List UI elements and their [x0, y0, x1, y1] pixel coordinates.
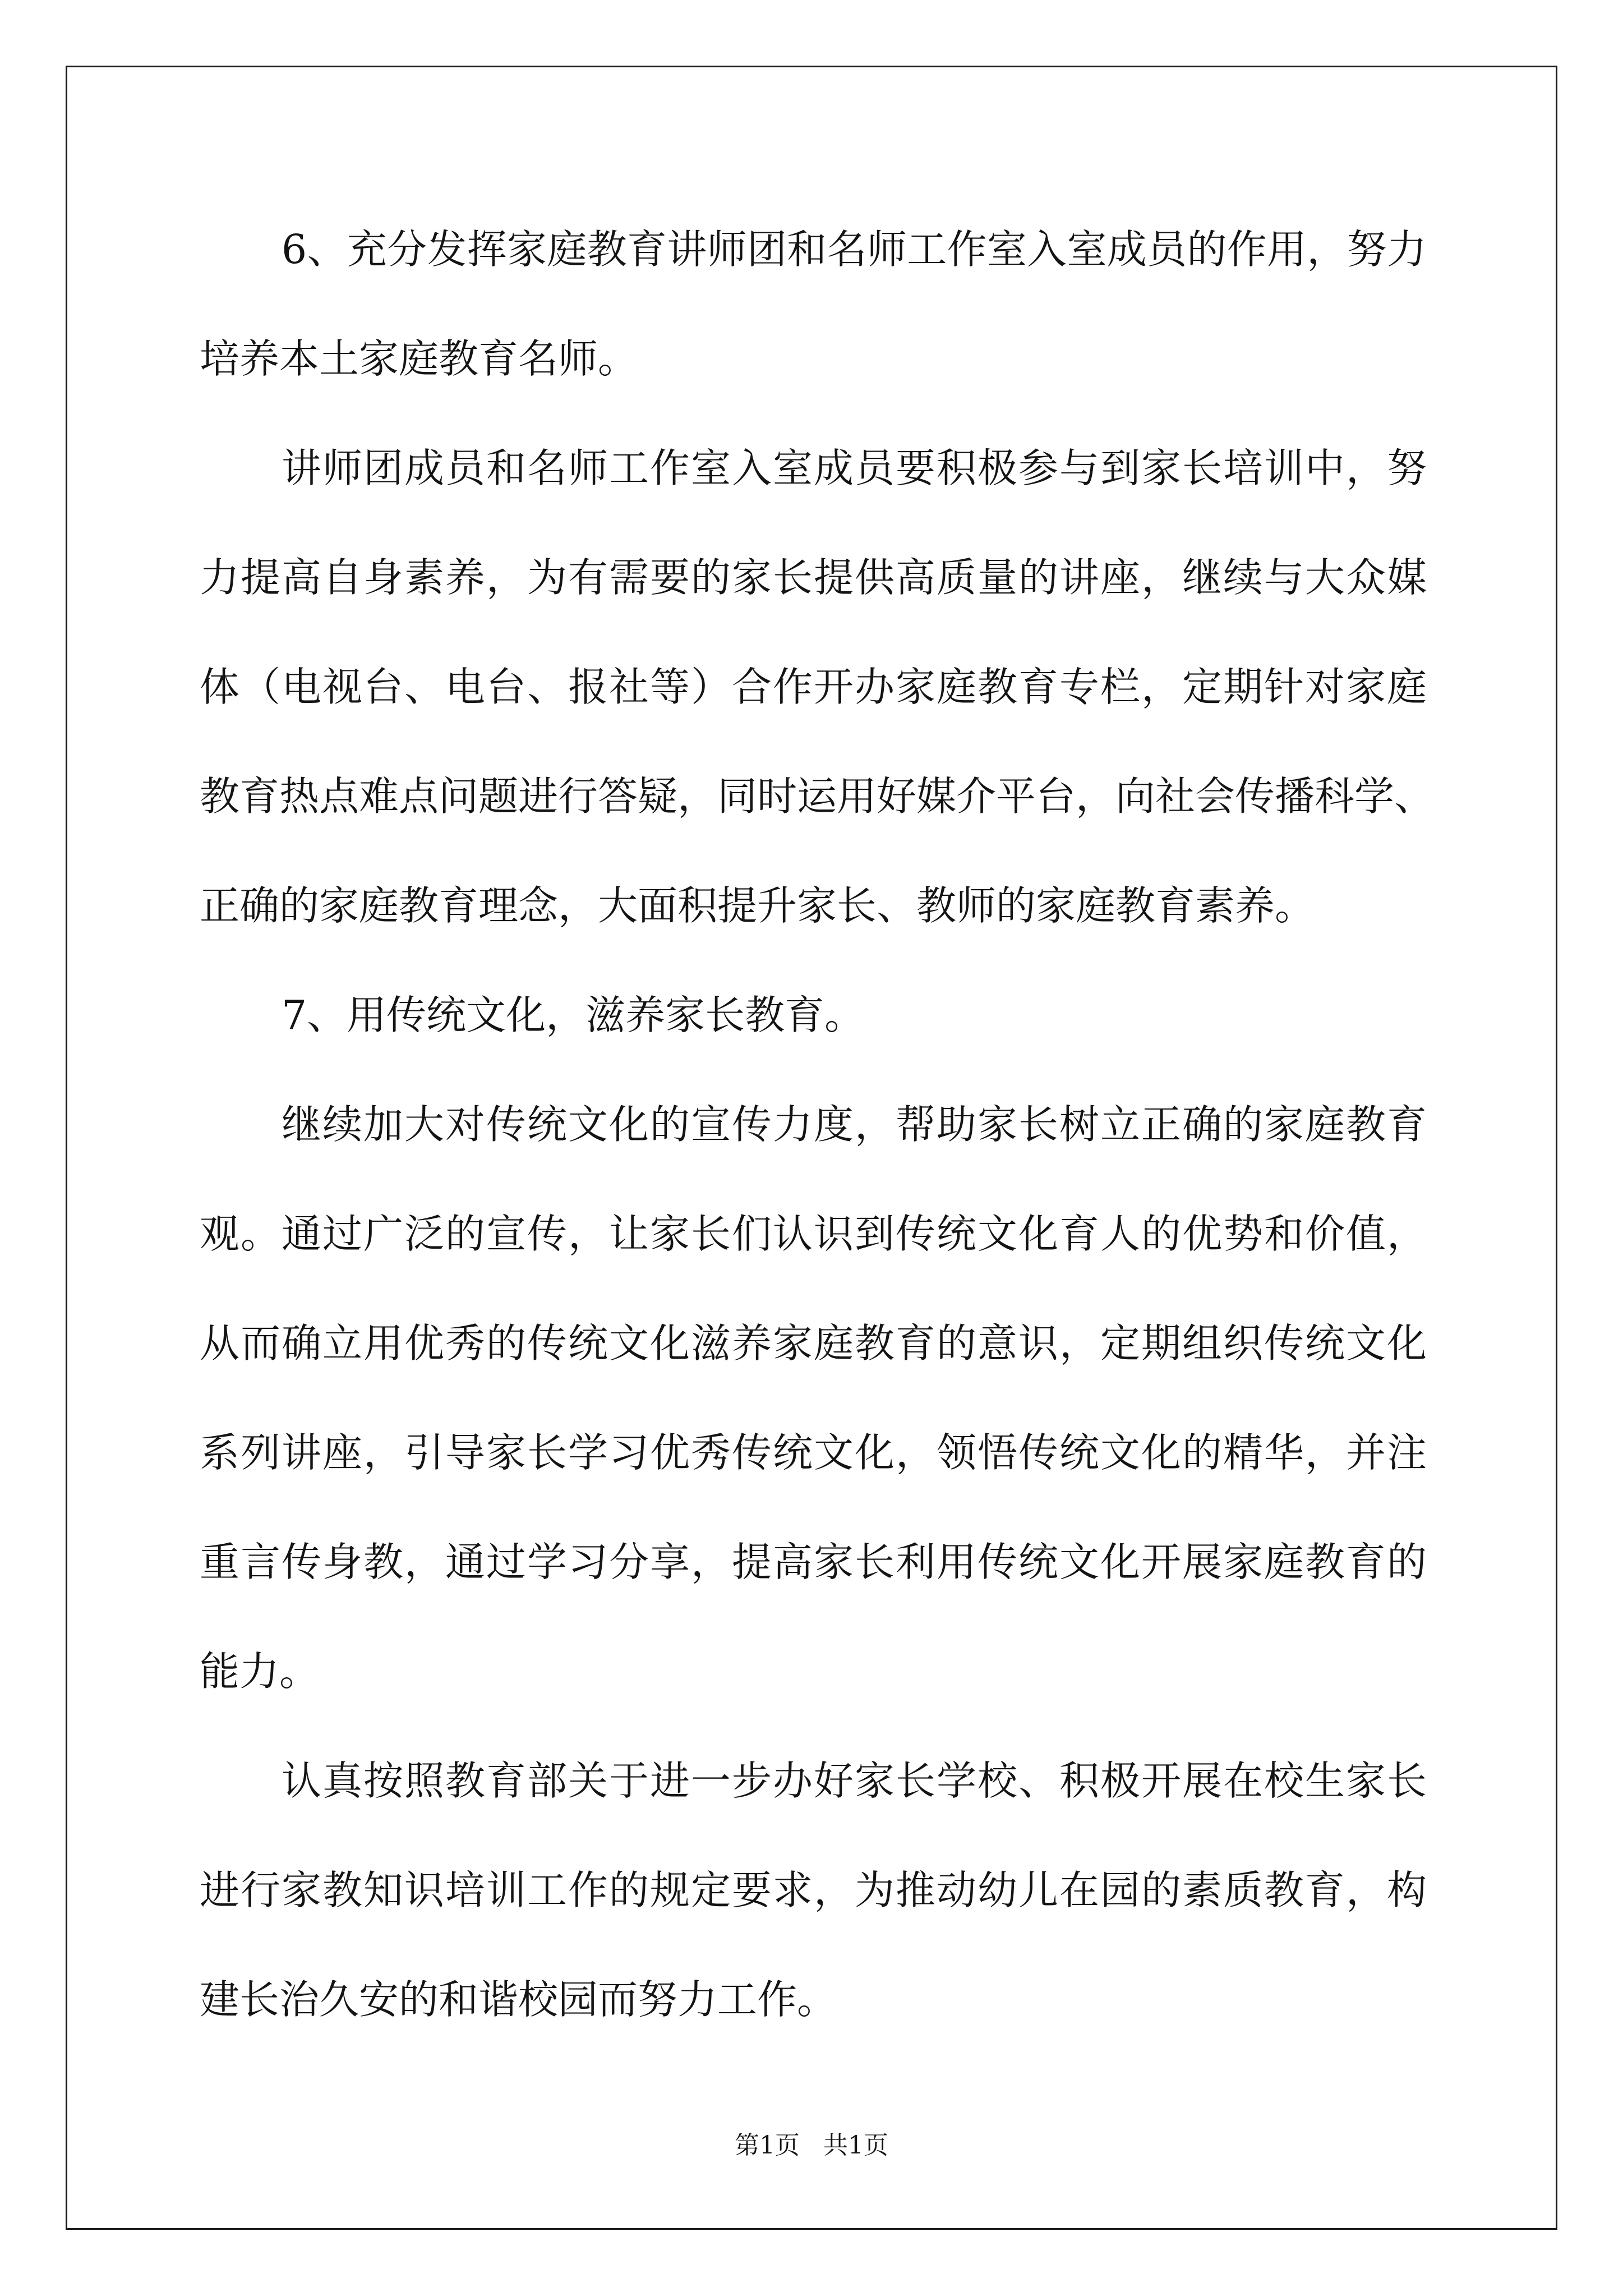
- paragraph-5-line-2: 进行家教知识培训工作的规定要求，为推动幼儿在园的素质教育，构: [200, 1867, 1427, 1913]
- paragraph-2-line-1: 讲师团成员和名师工作室入室成员要积极参与到家长培训中，努: [282, 445, 1427, 491]
- page-number-footer: 第1页 共1页: [735, 2131, 888, 2160]
- paragraph-3-line-1: 7、用传统文化，滋养家长教育。: [282, 992, 865, 1038]
- paragraph-4-line-6: 能力。: [200, 1648, 320, 1695]
- paragraph-5-line-1: 认真按照教育部关于进一步办好家长学校、积极开展在校生家长: [282, 1757, 1427, 1804]
- paragraph-4-line-5: 重言传身教，通过学习分享，提高家长利用传统文化开展家庭教育的: [200, 1539, 1427, 1585]
- paragraph-2-line-2: 力提高自身素养，为有需要的家长提供高质量的讲座，继续与大众媒: [200, 554, 1427, 601]
- paragraph-4-line-3: 从而确立用优秀的传统文化滋养家庭教育的意识，定期组织传统文化: [200, 1320, 1427, 1366]
- paragraph-2-line-5: 正确的家庭教育理念，大面积提升家长、教师的家庭教育素养。: [200, 882, 1315, 929]
- paragraph-2-line-3: 体（电视台、电台、报社等）合作开办家庭教育专栏，定期针对家庭: [200, 664, 1427, 710]
- paragraph-4-line-2: 观。通过广泛的宣传，让家长们认识到传统文化育人的优势和价值，: [200, 1211, 1427, 1257]
- paragraph-2-line-4: 教育热点难点问题进行答疑，同时运用好媒介平台，向社会传播科学、: [200, 773, 1435, 820]
- paragraph-1-line-1: 6、充分发挥家庭教育讲师团和名师工作室入室成员的作用，努力: [282, 226, 1427, 273]
- paragraph-5-line-3: 建长治久安的和谐校园而努力工作。: [200, 1976, 837, 2023]
- paragraph-4-line-4: 系列讲座，引导家长学习优秀传统文化，领悟传统文化的精华，并注: [200, 1429, 1427, 1476]
- paragraph-1-line-2: 培养本土家庭教育名师。: [200, 335, 638, 382]
- paragraph-4-line-1: 继续加大对传统文化的宣传力度，帮助家长树立正确的家庭教育: [282, 1101, 1427, 1148]
